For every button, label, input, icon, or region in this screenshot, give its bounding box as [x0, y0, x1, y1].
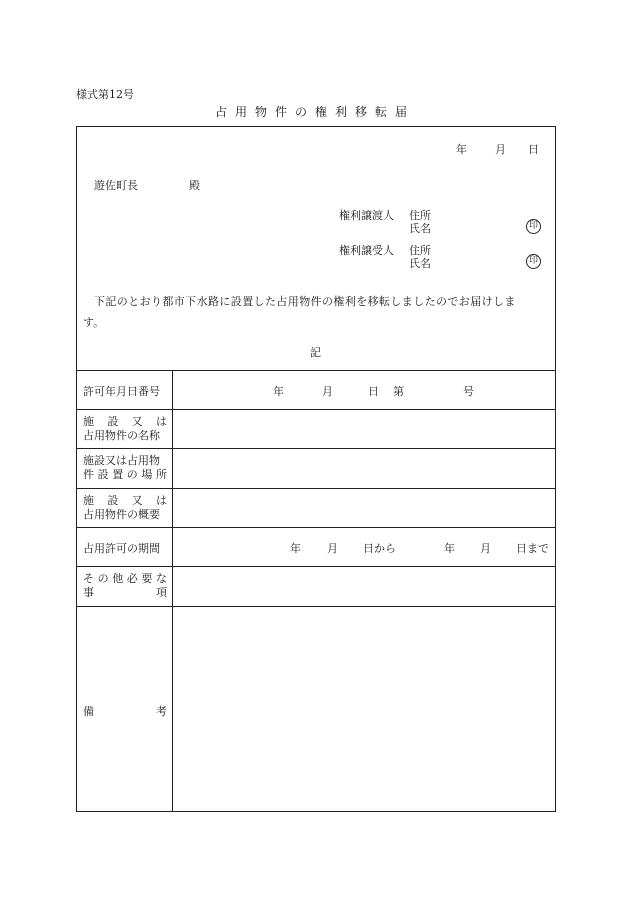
permit-day: 日 — [368, 385, 379, 398]
label-char: 設 — [97, 468, 109, 481]
label-char: 必 — [126, 572, 138, 585]
outline-label-line1 — [83, 494, 167, 508]
label-char: 又 — [131, 415, 143, 428]
permit-label: 許可年月日番号 — [83, 385, 160, 398]
location-label-line2 — [83, 468, 167, 482]
name-label-line2: 占用物件の名称 — [83, 429, 160, 442]
date-year-label: 年 — [456, 143, 467, 156]
facility-name-field[interactable] — [173, 410, 556, 448]
ki-heading: 記 — [310, 346, 321, 359]
addressee-honorific: 殿 — [189, 179, 200, 192]
period-to-month: 月 — [480, 542, 491, 555]
label-char: の — [126, 468, 138, 481]
transferor-role: 権利譲渡人 — [339, 209, 394, 222]
date-day-label: 日 — [528, 143, 539, 156]
form-table — [76, 126, 556, 812]
facility-outline-field[interactable] — [173, 489, 556, 527]
permit-go: 号 — [463, 385, 474, 398]
label-char: な — [155, 572, 167, 585]
label-char: 場 — [141, 468, 153, 481]
label-char: 設 — [107, 415, 119, 428]
transferee-address-label: 住所 — [409, 244, 431, 257]
remarks-label — [83, 705, 167, 719]
label-char: 施 — [83, 415, 94, 428]
label-char: 所 — [155, 468, 167, 481]
label-char: そ — [83, 572, 94, 585]
transferor-address-label: 住所 — [409, 209, 431, 222]
label-char: 施 — [83, 494, 94, 507]
period-from-month: 月 — [327, 542, 338, 555]
row-divider — [77, 527, 555, 528]
transferee-name-label: 氏名 — [409, 257, 431, 270]
outline-label-line2: 占用物件の概要 — [83, 508, 160, 521]
name-label-line1 — [83, 415, 167, 429]
document-title: 占用物件の権利移転届 — [214, 105, 415, 119]
label-char: 設 — [107, 494, 119, 507]
label-char: 件 — [83, 468, 94, 481]
period-label: 占用許可の期間 — [83, 542, 160, 555]
label-char: 他 — [112, 572, 124, 585]
label-char: は — [155, 415, 167, 428]
form-number: 様式第12号 — [76, 88, 134, 101]
row-divider — [77, 370, 555, 371]
transferor-name-label: 氏名 — [409, 222, 431, 235]
period-to-year: 年 — [444, 542, 455, 555]
label-char: 考 — [156, 705, 167, 718]
addressee-name: 遊佐町長 — [94, 179, 138, 192]
label-char: は — [155, 494, 167, 507]
period-from-year: 年 — [290, 542, 301, 555]
other-label-line1 — [83, 572, 167, 586]
body-text-line1: 下記のとおり都市下水路に設置した占用物件の権利を移転しましたのでお届けしま — [94, 295, 516, 308]
location-label-line1: 施設又は占用物 — [83, 454, 160, 467]
permit-month: 月 — [322, 385, 333, 398]
label-char: 要 — [141, 572, 153, 585]
label-char: 又 — [131, 494, 143, 507]
facility-location-field[interactable] — [173, 449, 556, 488]
label-char: 備 — [83, 705, 94, 718]
period-to-day: 日まで — [516, 542, 549, 555]
other-matters-field[interactable] — [173, 567, 556, 606]
date-month-label: 月 — [495, 143, 506, 156]
transferor-seal-icon: 印 — [526, 219, 541, 234]
label-char: 事 — [83, 586, 94, 599]
transferee-seal-icon: 印 — [526, 254, 541, 269]
other-label-line2 — [83, 586, 167, 600]
label-char: 置 — [112, 468, 124, 481]
remarks-field[interactable] — [173, 607, 556, 811]
label-char: 項 — [156, 586, 167, 599]
permit-dai: 第 — [393, 385, 404, 398]
period-from-day: 日から — [363, 542, 396, 555]
transferee-role: 権利譲受人 — [339, 244, 394, 257]
body-text-line2: す。 — [83, 316, 105, 329]
label-char: の — [97, 572, 109, 585]
permit-year: 年 — [273, 385, 284, 398]
